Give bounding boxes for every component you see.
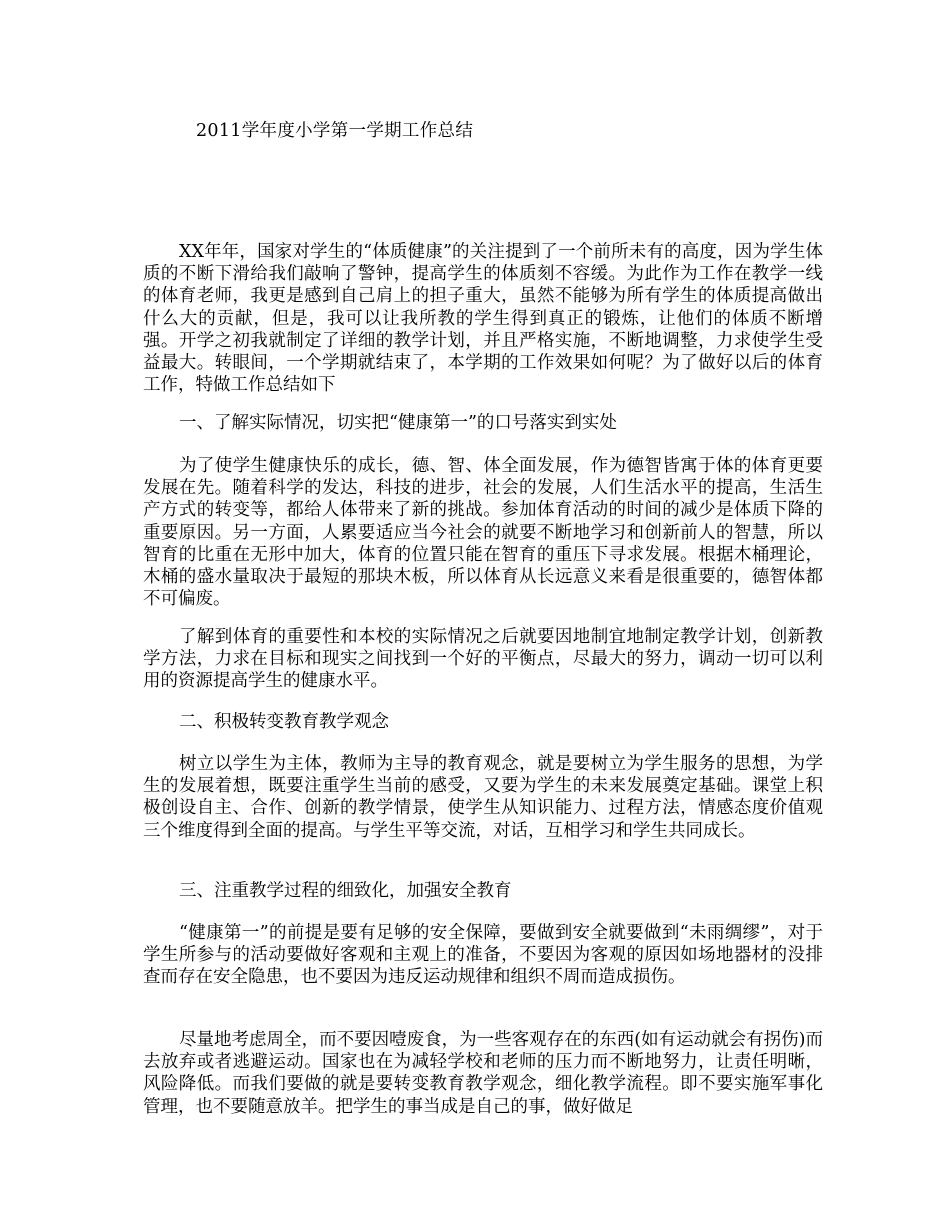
paragraph-section3-body1: “健康第一”的前提是要有足够的安全保障，要做到安全就要做到“未雨绸缪”，对于学生所参与的活动要做好客观和主观上的准备，不要因为客观的原因如场地器材的没排查而存在安全隐患，也不要因为违反运动规律和组织不周而造成损伤。 bbox=[143, 923, 823, 988]
paragraph-intro: XX年年，国家对学生的“体质健康”的关注提到了一个前所未有的高度，因为学生体质的不断下滑给我们敲响了警钟，提高学生的体质刻不容缓。为此作为工作在教学一线的体育老师，我更是感到自己肩上的担子重大，虽然不能够为所有学生的体质提高做出什么大的贡献，但是，我可以让我所教的学生得到真正的锻炼，让他们的体质不断增强。开学之初我就制定了详细的教学计划，并且严格实施，不断地调整，力求使学生受益最大。转眼间，一个学期就结束了，本学期的工作效果如何呢？为了做好以后的体育工作，特做工作总结如下 bbox=[143, 242, 823, 396]
section-heading-3: 三、注重教学过程的细致化，加强安全教育 bbox=[179, 881, 512, 901]
document-title: 2011学年度小学第一学期工作总结 bbox=[196, 121, 474, 141]
paragraph-section2-body: 树立以学生为主体，教师为主导的教育观念，就是要树立为学生服务的思想，为学生的发展着想，既要注重学生当前的感受，又要为学生的未来发展奠定基础。课堂上积极创设自主、合作、创新的教学情景，使学生从知识能力、过程方法，情感态度价值观三个维度得到全面的提高。与学生平等交流，对话，互相学习和学生共同成长。 bbox=[143, 754, 823, 841]
section-heading-1: 一、了解实际情况，切实把“健康第一”的口号落实到实处 bbox=[179, 413, 617, 433]
paragraph-section1-body2: 了解到体育的重要性和本校的实际情况之后就要因地制宜地制定教学计划，创新教学方法，力求在目标和现实之间找到一个好的平衡点，尽最大的努力，调动一切可以利用的资源提高学生的健康水平。 bbox=[143, 627, 823, 692]
section-heading-2: 二、积极转变教育教学观念 bbox=[179, 712, 389, 732]
paragraph-section1-body1: 为了使学生健康快乐的成长，德、智、体全面发展，作为德智皆寓于体的体育更要发展在先。随着科学的发达，科技的进步，社会的发展，人们生活水平的提高，生活生产方式的转变等，都给人体带来了新的挑战。参加体育活动的时间的减少是体质下降的重要原因。另一方面，人累要适应当今社会的就要不断地学习和创新前人的智慧，所以智育的比重在无形中加大，体育的位置只能在智育的重压下寻求发展。根据木桶理论，木桶的盛水量取决于最短的那块木板，所以体育从长远意义来看是很重要的，德智体都不可偏废。 bbox=[143, 456, 823, 610]
paragraph-section3-body2: 尽量地考虑周全，而不要因噎废食，为一些客观存在的东西(如有运动就会有拐伤)而去放弃或者逃避运动。国家也在为减轻学校和老师的压力而不断地努力，让责任明晰，风险降低。而我们要做的就是要转变教育教学观念，细化教学流程。即不要实施军事化管理，也不要随意放羊。把学生的事当成是自己的事，做好做足 bbox=[143, 1030, 823, 1117]
